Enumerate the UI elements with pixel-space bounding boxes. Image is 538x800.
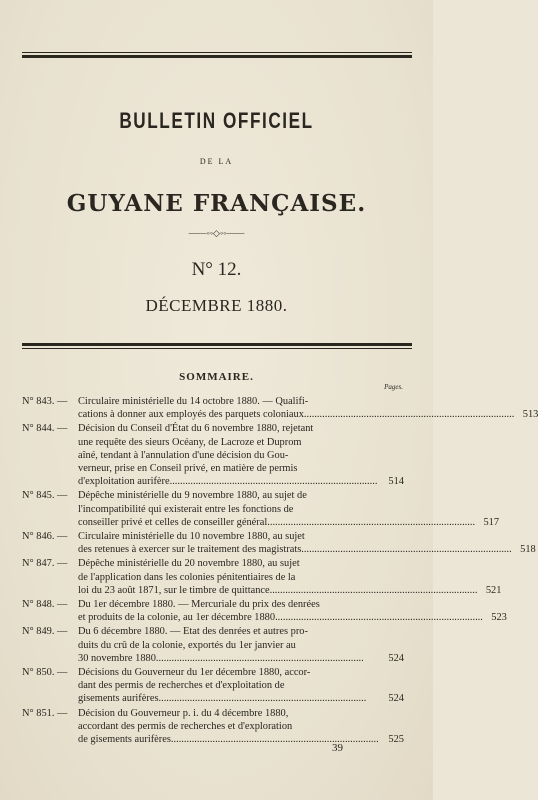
entry-page-number: 524 <box>388 652 404 664</box>
entry-last-line <box>78 408 538 421</box>
summary-entry <box>22 530 536 556</box>
entry-last-line <box>78 652 404 665</box>
title-connector: DE LA <box>199 157 234 166</box>
entry-text-line: d'exploitation aurifère <box>78 476 170 488</box>
summary-entries <box>22 395 538 747</box>
entry-text-line: dant des permis de recherches et d'exploitation de <box>78 680 285 692</box>
issue-month: DÉCEMBRE 1880. <box>145 296 288 315</box>
entry-text-line: l'incompatibilité qui existerait entre les fonctions de <box>78 503 294 515</box>
summary-entry <box>22 422 404 488</box>
entry-text-line: aîné, tendant à l'annulation d'une décision du Gou- <box>78 449 289 461</box>
entry-page-number: 513 <box>522 409 538 421</box>
entry-text-line: Dépêche ministérielle du 9 novembre 1880, au sujet de <box>78 490 307 502</box>
entry-page-number: 514 <box>388 476 404 488</box>
leader-dots: ................................................................................ <box>275 612 483 624</box>
entry-last-line <box>78 733 404 746</box>
summary-entry <box>22 395 538 421</box>
entry-text-line: une requête des sieurs Océany, de Lacroze et Duprom <box>78 436 302 448</box>
entry-number: N° 848. — <box>22 599 68 611</box>
entry-text-line: Circulaire ministérielle du 14 octobre 1880. — Qualifi- <box>78 396 309 407</box>
entry-last-line <box>78 611 507 624</box>
entry-number: N° 844. — <box>22 423 68 435</box>
entry-text-line: gisements aurifères <box>78 693 159 705</box>
entry-text-line: Décision du Conseil d'État du 6 novembre 1880, rejetant <box>78 423 314 435</box>
entry-text-line: Circulaire ministérielle du 10 novembre 1880, au sujet <box>78 531 305 543</box>
entry-last-line <box>78 584 502 597</box>
entry-page-number: 521 <box>485 584 502 596</box>
entry-number: N° 843. — <box>22 396 68 407</box>
entry-text-line: Du 6 décembre 1880. — Etat des denrées et autres pro- <box>78 626 308 638</box>
entry-text-line: des retenues à exercer sur le traitement des magistrats. <box>78 544 304 556</box>
leader-dots: ................................................................................ <box>267 516 476 528</box>
entry-text-line: Décisions du Gouverneur du 1er décembre 1880, accor- <box>78 667 311 679</box>
entry-text-line: Décision du Gouverneur p. i. du 4 décembre 1880, <box>78 707 289 719</box>
leader-dots: ................................................................................ <box>269 584 478 596</box>
entry-number: N° 847. — <box>22 558 68 570</box>
entry-text-line: duits du crû de la colonie, exportés du 1er janvier au <box>78 639 296 651</box>
entry-last-line <box>78 516 500 529</box>
top-double-rule <box>22 52 412 58</box>
colony-title: GUYANE FRANÇAISE. <box>66 190 367 217</box>
entry-text-line: loi du 23 août 1871, sur le timbre de quittance <box>78 584 270 596</box>
entry-text-line: 30 novembre 1880 <box>78 652 156 664</box>
entry-last-line <box>78 475 404 488</box>
entry-page-number: 525 <box>388 734 404 746</box>
leader-dots: ................................................................................ <box>169 476 378 488</box>
page-folio: 39 <box>332 742 343 754</box>
entry-text-line: accordant des permis de recherches et d'exploration <box>78 720 293 732</box>
leader-dots: ................................................................................ <box>303 544 512 556</box>
entry-text-line: conseiller privé et celles de conseiller général <box>78 516 268 528</box>
leader-dots: ................................................................................ <box>306 409 515 421</box>
entry-number: N° 850. — <box>22 667 68 679</box>
entry-text-line: cations à donner aux employés des parquets coloniaux. <box>78 409 307 421</box>
summary-entry <box>22 707 404 747</box>
entry-last-line <box>78 692 404 705</box>
leader-dots: ................................................................................ <box>170 734 379 746</box>
issue-number: N° 12. <box>191 259 242 280</box>
entry-text-line: de gisements aurifères <box>78 734 171 746</box>
ornament-divider: ——◦◦◇◦◦—— <box>188 228 245 238</box>
entry-page-number: 517 <box>483 516 500 528</box>
entry-text-line: Du 1er décembre 1880. — Mercuriale du prix des denrées <box>78 599 320 611</box>
summary-entry <box>22 666 404 706</box>
summary-entry <box>22 598 507 624</box>
leader-dots: ................................................................................ <box>158 693 367 705</box>
entry-number: N° 846. — <box>22 531 68 543</box>
middle-double-rule <box>22 343 412 349</box>
entry-text-line: Dépêche ministérielle du 20 novembre 1880, au sujet <box>78 558 300 570</box>
entry-page-number: 518 <box>520 544 536 556</box>
entry-text-line: verneur, prise en Conseil privé, en matière de permis <box>78 463 298 475</box>
entry-number: N° 849. — <box>22 626 68 638</box>
entry-last-line <box>78 543 536 556</box>
entry-page-number: 524 <box>388 693 404 705</box>
entry-page-number: 523 <box>491 612 507 624</box>
summary-heading: SOMMAIRE. <box>179 371 254 383</box>
pages-column-label: Pages. <box>384 383 403 391</box>
bulletin-title: BULLETIN OFFICIEL <box>119 108 314 133</box>
summary-entry <box>22 557 502 597</box>
entry-number: N° 845. — <box>22 490 68 502</box>
entry-text-line: et produits de la colonie, au 1er décembre 1880 <box>78 612 276 624</box>
leader-dots: ................................................................................ <box>155 652 364 664</box>
entry-text-line: de l'application dans les colonies pénitentiaires de la <box>78 571 296 583</box>
entry-number: N° 851. — <box>22 707 68 719</box>
summary-entry <box>22 489 500 529</box>
summary-entry <box>22 625 404 665</box>
